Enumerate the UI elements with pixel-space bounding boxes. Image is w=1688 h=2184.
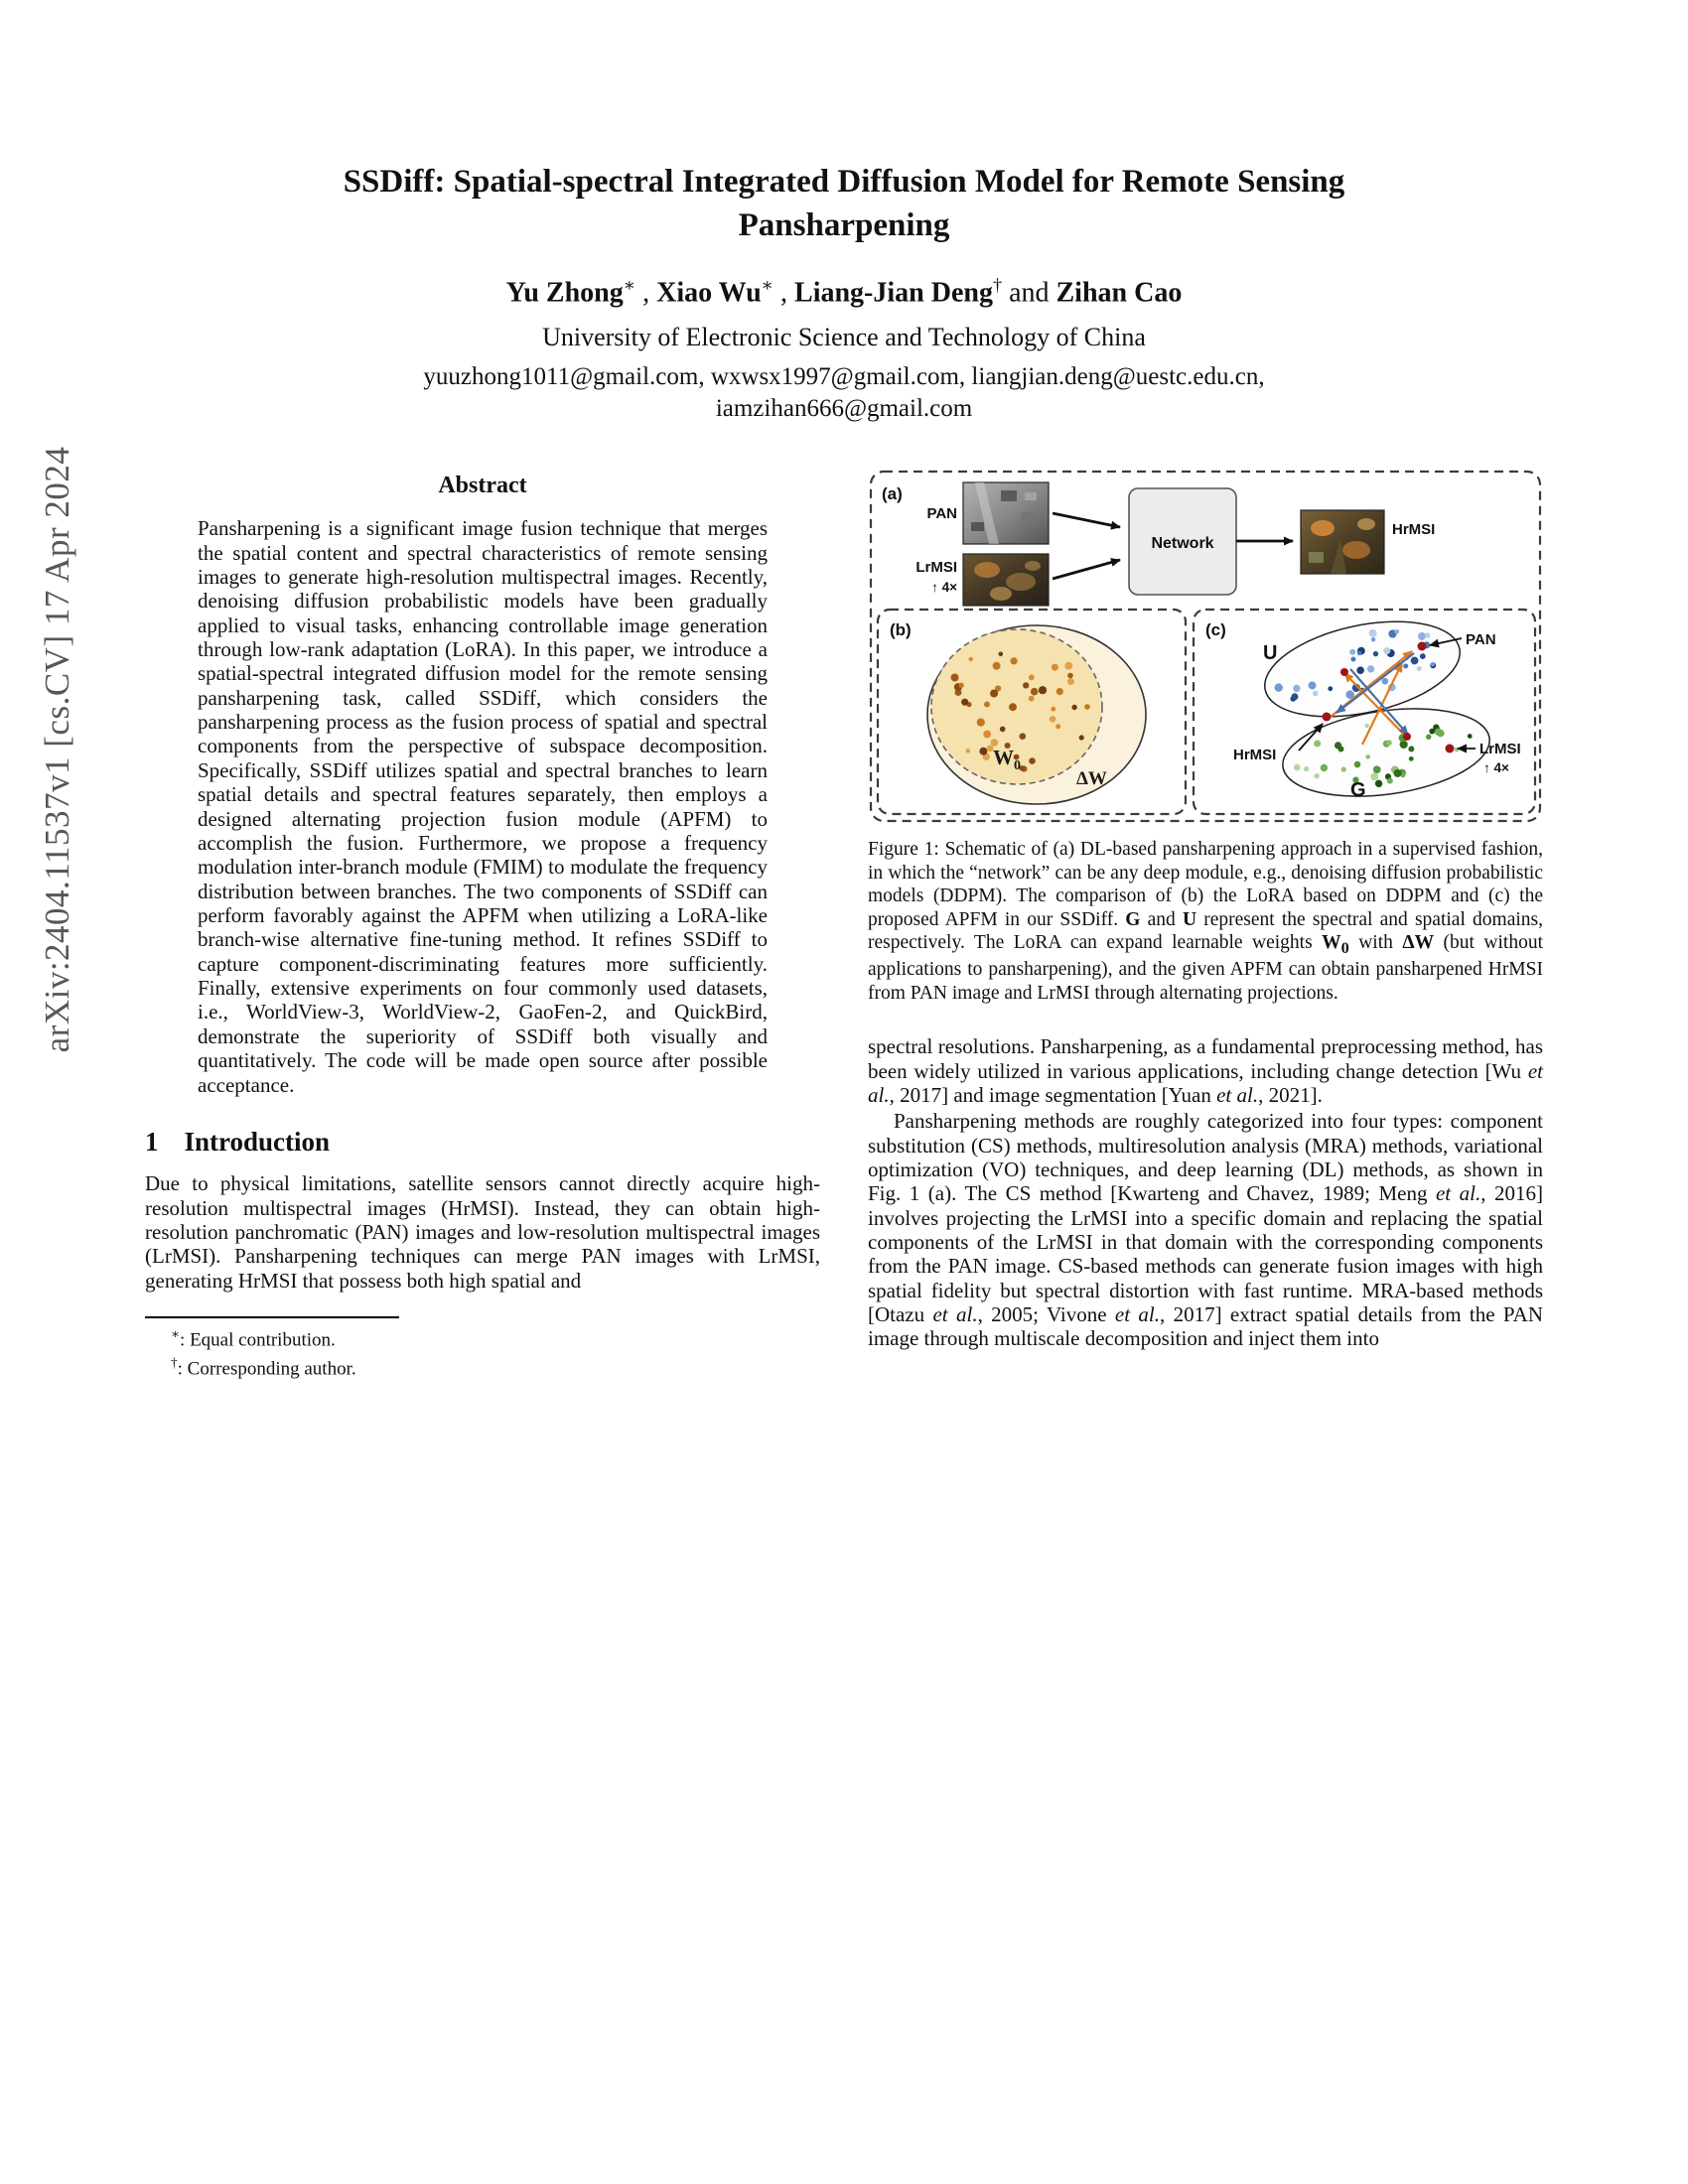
lrmsi-sample-point (1446, 745, 1455, 753)
figure-1 (868, 469, 1543, 1005)
author-separator: , (635, 277, 657, 309)
sample-point (1340, 668, 1348, 676)
lrmsi-image (963, 554, 1049, 606)
footnote-rule (145, 1316, 399, 1318)
authors-line (0, 275, 1688, 309)
author-mark: ∗ (761, 275, 774, 296)
lrmsi-scale-label: ↑ 4× (931, 580, 957, 596)
author-separator: and (1002, 277, 1056, 309)
network-label: Network (1151, 535, 1214, 553)
paper-header (0, 0, 1688, 425)
sample-point (1403, 733, 1411, 741)
title-line-1: SSDiff: Spatial-spectral Integrated Diffusion Model for Remote Sensing (343, 164, 1345, 200)
footnote-mark: † (171, 1354, 178, 1370)
affiliation: University of Electronic Science and Technology of China (542, 323, 1146, 352)
email-line-1: yuuzhong1011@gmail.com, wxwsx1997@gmail.com, liangjian.deng@uestc.edu.cn, (423, 363, 1265, 391)
arrow-lrmsi-to-network (1053, 560, 1120, 579)
panel-c-pan-label: PAN (1466, 631, 1496, 649)
abstract-text: Pansharpening is a significant image fusion technique that merges the spatial content and spectral characteristics of remote sensing images to generate high-resolution multispectral images. Recently, denoising diffusion probabilistic models have been gradually applied to visual tasks, enhancing controllable image generation through low-rank adaptation (LoRA). In this paper, we introduce a spatial-spectral integrated diffusion model for the remote sensing pansharpening task, called SSDiff, which considers the pansharpening process as the fusion process of spatial and spectral components from the perspective of subspace decomposition. Specifically, SSDiff utilizes spatial and spectral branches to learn spatial details and spectral features separately, then employs a designed alternating projection fusion module (APFM) to accomplish the fusion. Furthermore, we propose a frequency modulation inter-branch module (FMIM) to modulate the frequency distribution between branches. The two components of SSDiff can perform favorably against the APFM when utilizing a LoRA-like branch-wise alternative fine-tuning method. It refines SSDiff to capture component-discriminating features more sufficiently. Finally, extensive experiments on four commonly used datasets, i.e., WorldView-3, WorldView-2, GaoFen-2, and QuickBird, demonstrate the superiority of SSDiff both visually and quantitatively. The code will be made open source after possible acceptance. (198, 516, 768, 1097)
title-line-2: Pansharpening (738, 206, 950, 243)
footnote-text: : Corresponding author. (177, 1357, 356, 1379)
footnotes (145, 1325, 820, 1382)
pan-image (963, 482, 1049, 544)
body-paragraph-1: spectral resolutions. Pansharpening, as a fundamental preprocessing method, has been widely utilized in various applications, including change detection [Wu et al., 2017] and image segmentation [Yuan et al., 2021]. (868, 1034, 1543, 1107)
author-mark: ∗ (623, 275, 636, 296)
section-title: Introduction (184, 1126, 331, 1157)
arxiv-watermark: arXiv:2404.11537v1 [cs.CV] 17 Apr 2024 (38, 446, 76, 1053)
panel-c-hrmsi-label: HrMSI (1233, 747, 1277, 764)
introduction-heading (145, 1127, 820, 1158)
hrmsi-image (1301, 510, 1384, 574)
panel-c-lrmsi-label: LrMSI (1479, 741, 1521, 758)
footnote-equal-contribution (171, 1325, 820, 1354)
figure-1-caption: Figure 1: Schematic of (a) DL-based pansharpening approach in a supervised fashion, in which the “network” can be any deep module, e.g., denoising diffusion probabilistic models (DDPM). The comparison of (b) the LoRA based on DDPM and (c) the proposed APFM in our SSDiff. G and U represent the spectral and spatial domains, respectively. The LoRA can expand learnable weights $W_0$ with ΔW (but without applications to pansharpening), and the given APFM can obtain pansharpened HrMSI from PAN image and LrMSI through alternating projections. (868, 839, 1544, 1004)
panel-c-scale-label: ↑ 4× (1483, 760, 1509, 776)
figure-1-canvas (868, 469, 1543, 824)
author-name: Yu Zhong (505, 277, 624, 309)
hrmsi-sample-point (1323, 713, 1332, 722)
g-domain-label: G (1350, 779, 1366, 802)
w0-label: $W_0$ (993, 746, 1021, 774)
panel-c-label: (c) (1205, 620, 1226, 640)
email-line-2: iamzihan666@gmail.com (715, 395, 973, 423)
right-column (868, 469, 1543, 1382)
author-name: Zihan Cao (1055, 277, 1183, 309)
lrmsi-label: LrMSI (915, 559, 957, 577)
body-paragraph-2: Pansharpening methods are roughly categorized into four types: component substitution (CS) methods, multiresolution analysis (MRA) methods, variational optimization (VO) techniques, and deep learning (DL) methods, as shown in Fig. 1 (a). The CS method [Kwarteng and Chavez, 1989; Meng et al., 2016] involves projecting the LrMSI into a specific domain and replacing the spatial components of the LrMSI in that domain with the corresponding components from the PAN image. CS-based methods can generate fusion images with high spatial fidelity but spectral distortion with fast runtime. MRA-based methods [Otazu et al., 2005; Vivone et al., 2017] extract spatial details from the PAN image through multiscale decomposition and inject them into (868, 1109, 1543, 1351)
paper-title (0, 161, 1688, 247)
arrow-pan-to-network (1053, 513, 1120, 527)
two-column-body (0, 469, 1688, 1382)
section-number: 1 (145, 1126, 159, 1157)
panel-a-label: (a) (882, 484, 903, 504)
introduction-paragraph: Due to physical limitations, satellite sensors cannot directly acquire high-resolution multispectral images (HrMSI). Instead, they can obtain high-resolution panchromatic (PAN) images and low-resolution multispectral images (LrMSI). Pansharpening techniques can merge PAN images with LrMSI, generating HrMSI that possess both high spatial and (145, 1171, 820, 1293)
author-mark: † (992, 275, 1003, 296)
footnote-corresponding-author (171, 1354, 820, 1383)
footnote-mark: ∗ (171, 1325, 181, 1341)
author-separator: , (774, 277, 795, 309)
panel-b-label: (b) (890, 620, 912, 640)
u-domain-label: U (1263, 642, 1278, 665)
pan-sample-point (1418, 642, 1427, 651)
footnote-text: : Equal contribution. (180, 1329, 336, 1351)
author-name: Xiao Wu (656, 277, 762, 309)
left-column (145, 469, 820, 1382)
pan-label: PAN (926, 505, 957, 523)
abstract-heading: Abstract (438, 473, 527, 499)
hrmsi-label: HrMSI (1392, 521, 1436, 539)
delta-w-label: ΔW (1076, 768, 1107, 790)
author-name: Liang-Jian Deng (794, 277, 993, 309)
email-block (0, 361, 1688, 425)
